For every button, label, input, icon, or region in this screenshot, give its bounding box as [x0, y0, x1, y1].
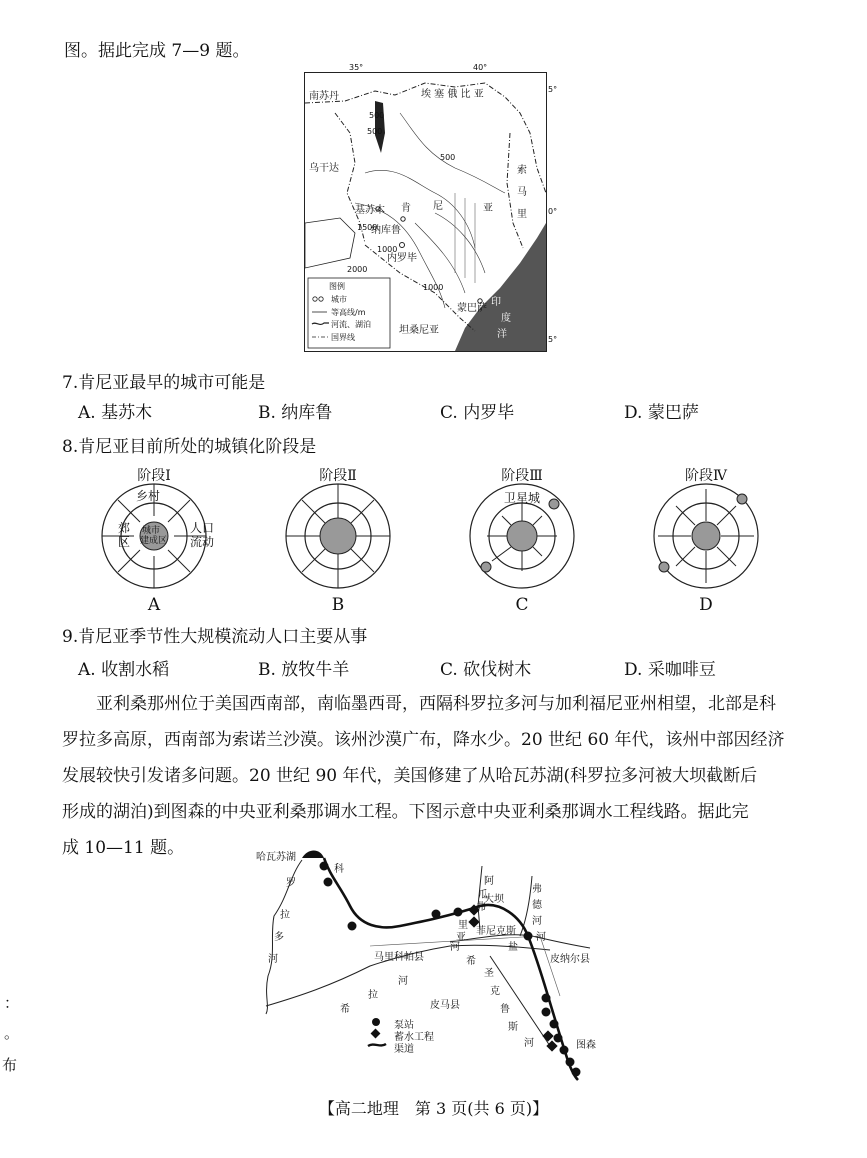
legend-river: 河流、湖泊 [331, 320, 371, 329]
passage-line: 发展较快引发诸多问题。20 世纪 90 年代，美国修建了从哈瓦苏湖(科罗拉多河被大坝截断后 [62, 766, 758, 786]
nairobi-label: 内罗毕 [387, 253, 417, 264]
stage-title: 阶段Ⅲ [501, 468, 543, 484]
legend-storage-label: 蓄水工程 [394, 1032, 434, 1043]
tanzania-label: 坦桑尼亚 [399, 325, 439, 336]
stage-diagram-d[interactable] [636, 465, 776, 615]
lat-5s-label: 5° [548, 335, 558, 344]
ocean-char-2: 度 [501, 313, 511, 324]
suburb-char-1: 郊 [118, 521, 131, 535]
urban-label-1: 城市 [142, 526, 161, 536]
havasu-label: 哈瓦苏湖 [256, 852, 296, 863]
q9-option-a[interactable]: A. 收割水稻 [78, 660, 170, 680]
contour-label: 500 [367, 127, 383, 136]
santa-cruz-char: 圣 [484, 968, 494, 979]
q9-option-d[interactable]: D. 采咖啡豆 [624, 660, 716, 680]
q9-stem: 9.肯尼亚季节性大规模流动人口主要从事 [62, 627, 368, 647]
maricopa-label: 马里科帕县 [374, 952, 424, 963]
river-line [435, 213, 485, 273]
nakuru-label: 纳库鲁 [371, 225, 401, 236]
agua-fria-char: 亚 [456, 932, 466, 943]
ocean-char-3: 洋 [497, 329, 507, 340]
kenya-char-3: 亚 [483, 203, 493, 214]
kenya-char-2: 尼 [433, 201, 443, 212]
santa-cruz-char: 斯 [508, 1022, 518, 1033]
colorado-char: 河 [268, 954, 278, 965]
agua-fria-char: 瓜 [478, 890, 488, 901]
legend-storage-symbol [371, 1029, 381, 1039]
q7-option-c[interactable]: C. 内罗毕 [440, 403, 515, 423]
kisumu-label: 基苏木 [355, 205, 385, 216]
lake-victoria [305, 218, 355, 268]
stage-diagram-a[interactable] [84, 465, 224, 615]
pima-label: 皮马县 [430, 1000, 460, 1011]
margin-mark: ： [4, 994, 20, 1012]
stage-diagram-b[interactable] [268, 465, 408, 615]
legend-canal-symbol [368, 1044, 386, 1046]
q9-option-c[interactable]: C. 砍伐树木 [440, 660, 532, 680]
salt-river-label: 河 [536, 932, 546, 943]
contour-label: 2000 [347, 265, 368, 274]
q8-stem: 8.肯尼亚目前所处的城镇化阶段是 [62, 437, 317, 457]
havasu-lake [302, 851, 324, 859]
passage-line: 罗拉多高原，西南部为索诺兰沙漠。该州沙漠广布，降水少。20 世纪 60 年代，该州中部因经济 [62, 730, 785, 750]
colorado-char: 多 [274, 932, 284, 943]
flow-label-1: 人口 [190, 521, 215, 535]
ocean-char-1: 印 [491, 297, 501, 308]
stage-title: 阶段Ⅱ [319, 468, 357, 484]
contour-label: 1000 [377, 245, 398, 254]
urban-label-2: 建成区 [140, 536, 168, 546]
satellite-label: 卫星城 [504, 491, 541, 505]
verde-char: 河 [532, 916, 542, 927]
legend-pump-symbol [372, 1018, 380, 1026]
south-sudan-label: 南苏丹 [309, 91, 339, 102]
dam-label: 大坝 [484, 894, 504, 905]
legend-border: 国界线 [331, 333, 355, 342]
agua-fria-char: 里 [458, 920, 468, 931]
ethiopia-label: 埃 塞 俄 比 亚 [421, 89, 484, 100]
legend-city: 城市 [331, 295, 347, 304]
colorado-char: 拉 [280, 910, 290, 921]
lon-35-label: 35° [349, 63, 364, 72]
q7-option-b[interactable]: B. 纳库鲁 [258, 403, 333, 423]
passage-line: 成 10—11 题。 [62, 838, 185, 858]
q7-stem: 7.肯尼亚最早的城市可能是 [62, 373, 266, 393]
passage-line: 形成的湖泊)到图森的中央亚利桑那调水工程。下图示意中央亚利桑那调水工程线路。据此完 [62, 802, 749, 822]
intro-line: 图。据此完成 7—9 题。 [64, 41, 250, 61]
lat-5n-label: 5° [548, 85, 558, 94]
agua-fria-char: 阿 [484, 876, 494, 887]
q7-option-a[interactable]: A. 基苏木 [78, 403, 153, 423]
santa-cruz-char: 鲁 [500, 1004, 510, 1015]
stage-diagram-svg [646, 483, 766, 589]
agua-fria-char: 弗 [476, 902, 486, 913]
flow-label-2: 流动 [190, 535, 215, 549]
verde-river [520, 876, 532, 936]
lat-0-label: 0° [548, 207, 558, 216]
page-footer: 【高二地理 第 3 页(共 6 页)】 [318, 1099, 549, 1118]
salt-label: 盐 [508, 942, 518, 953]
margin-mark: 布 [2, 1056, 18, 1074]
tucson-label: 图森 [576, 1040, 596, 1051]
santa-cruz-char: 克 [490, 986, 500, 997]
passage-line: 亚利桑那州位于美国西南部，南临墨西哥，西隔科罗拉多河与加利福尼亚州相望，北部是科 [96, 694, 776, 714]
colorado-river [266, 860, 302, 1014]
phoenix-label: 菲尼克斯 [476, 926, 516, 937]
lon-40-label: 40° [473, 63, 488, 72]
salt-river [450, 935, 590, 948]
contour-label: 1500 [357, 223, 378, 232]
arizona-map [250, 846, 610, 1082]
suburb-char-2: 区 [118, 535, 131, 549]
contour-line [455, 193, 475, 283]
stage-title: 阶段Ⅰ [137, 468, 171, 484]
colorado-char: 罗 [286, 878, 296, 889]
nakuru-marker [401, 217, 405, 221]
somalia-char-3: 里 [517, 209, 527, 220]
pinal-label: 皮纳尔县 [550, 954, 590, 965]
santa-cruz-char: 河 [524, 1038, 534, 1049]
nairobi-marker [400, 243, 405, 248]
kenya-char-1: 肯 [401, 203, 411, 214]
passage [62, 686, 832, 866]
contour-label: 500 [440, 153, 456, 162]
stage-option-label: C [515, 595, 529, 615]
contour-label: 1000 [423, 283, 444, 292]
village-label: 乡村 [136, 489, 161, 503]
kenya-map [304, 63, 558, 352]
colorado-char: 科 [334, 864, 344, 875]
margin-mark: 。 [4, 1024, 20, 1042]
verde-char: 德 [532, 900, 542, 911]
somalia-char-2: 马 [517, 187, 527, 198]
contour-label: 500 [369, 111, 385, 120]
gila-char: 河 [398, 976, 408, 987]
somalia-char-1: 索 [517, 165, 527, 176]
verde-char: 弗 [532, 884, 542, 895]
legend-pump-label: 泵站 [394, 1020, 414, 1031]
stage-option-label: B [331, 595, 345, 615]
q7-option-d[interactable]: D. 蒙巴萨 [624, 403, 699, 423]
legend-title: 图例 [329, 282, 345, 291]
agua-fria-char: 河 [450, 942, 460, 953]
gila-char-2: 希 [466, 956, 476, 967]
stage-diagram-c[interactable] [452, 465, 592, 615]
gila-char: 拉 [368, 990, 378, 1001]
q9-option-b[interactable]: B. 放牧牛羊 [258, 660, 350, 680]
stage-option-label: D [699, 595, 713, 615]
gila-char: 希 [340, 1004, 350, 1015]
stage-title: 阶段Ⅳ [685, 468, 727, 484]
mombasa-label: 蒙巴萨 [457, 303, 487, 314]
stage-option-label: A [147, 595, 161, 615]
legend-contour: 等高线/m [331, 308, 366, 317]
legend-canal-label: 渠道 [394, 1044, 414, 1055]
uganda-label: 乌干达 [309, 163, 339, 174]
stage-diagram-svg [278, 483, 398, 589]
